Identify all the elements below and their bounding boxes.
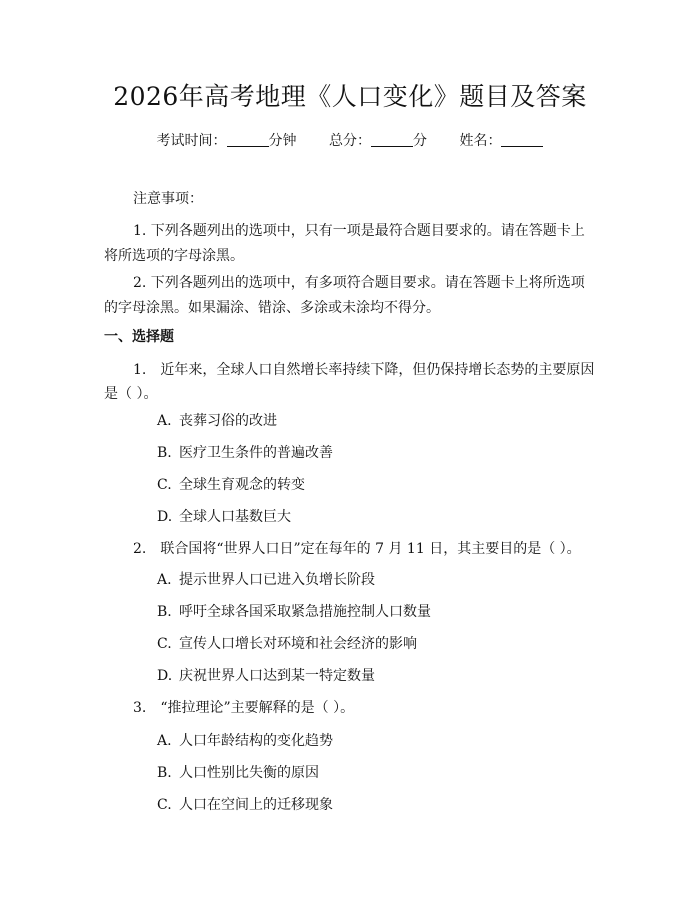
- option-letter: D.: [157, 668, 173, 684]
- question-1-stem: 1. 近年来，全球人口自然增长率持续下降，但仍保持增长态势的主要原因是（ ）。: [104, 362, 595, 402]
- option-text: 全球人口基数巨大: [179, 509, 291, 525]
- total-score-unit: 分: [413, 133, 427, 149]
- option-letter: B.: [157, 445, 172, 461]
- page-title: 2026年高考地理《人口变化》题目及答案: [113, 82, 587, 111]
- student-name-blank: [501, 132, 543, 147]
- note-item-2: 2. 下列各题列出的选项中，有多项符合题目要求。请在答题卡上将所选项的字母涂黑。如果漏涂、错涂、多涂或未涂均不得分。: [104, 275, 585, 316]
- student-name-label: 姓名：: [459, 133, 502, 149]
- option-letter: C.: [157, 636, 172, 652]
- option-letter: D.: [157, 509, 173, 525]
- section-title: 一、选择题: [104, 329, 174, 345]
- question-2-stem: 2. 联合国将“世界人口日”定在每年的 7 月 11 日，其主要目的是（ ）。: [133, 541, 581, 557]
- question-2-option-d: [157, 666, 375, 686]
- question-1-option-d: [157, 507, 291, 527]
- note-item-1: 1. 下列各题列出的选项中，只有一项是最符合题目要求的。请在答题卡上将所选项的字母涂黑。: [104, 223, 585, 264]
- option-text: 人口年龄结构的变化趋势: [179, 733, 333, 749]
- option-letter: A.: [157, 572, 172, 588]
- option-text: 人口在空间上的迁移现象: [179, 797, 333, 813]
- question-3-option-b: [157, 763, 319, 783]
- question-2-option-c: [157, 634, 417, 654]
- student-name-field: [459, 131, 543, 151]
- exam-time-label: 考试时间：: [156, 133, 227, 149]
- option-text: 人口性别比失衡的原因: [179, 765, 319, 781]
- total-score-blank: [371, 132, 413, 147]
- question-3-option-c: [157, 795, 333, 815]
- question-1-option-c: [157, 475, 305, 495]
- option-letter: A.: [157, 733, 172, 749]
- notes-heading: 注意事项：: [133, 191, 203, 207]
- question-2-option-b: [157, 602, 431, 622]
- option-text: 庆祝世界人口达到某一特定数量: [179, 668, 375, 684]
- question-1-option-a: [157, 411, 277, 431]
- total-score-label: 总分：: [329, 133, 371, 149]
- option-letter: B.: [157, 765, 172, 781]
- exam-time-unit: 分钟: [268, 133, 297, 149]
- option-text: 医疗卫生条件的普遍改善: [179, 445, 333, 461]
- option-letter: C.: [157, 477, 172, 493]
- option-letter: C.: [157, 797, 172, 813]
- option-letter: A.: [157, 413, 172, 429]
- total-score-field: [329, 131, 427, 151]
- question-3-stem: 3. “推拉理论”主要解释的是（ ）。: [133, 700, 355, 716]
- option-text: 丧葬习俗的改进: [179, 413, 277, 429]
- option-text: 全球生育观念的转变: [179, 477, 305, 493]
- option-text: 呼吁全球各国采取紧急措施控制人口数量: [179, 604, 431, 620]
- exam-time-field: [157, 131, 297, 151]
- option-letter: B.: [157, 604, 172, 620]
- question-2-option-a: [157, 570, 375, 590]
- option-text: 宣传人口增长对环境和社会经济的影响: [179, 636, 417, 652]
- option-text: 提示世界人口已进入负增长阶段: [179, 572, 375, 588]
- question-3-option-a: [157, 731, 333, 751]
- exam-meta: [0, 131, 700, 151]
- question-1-option-b: [157, 443, 333, 463]
- exam-time-blank: [227, 132, 269, 147]
